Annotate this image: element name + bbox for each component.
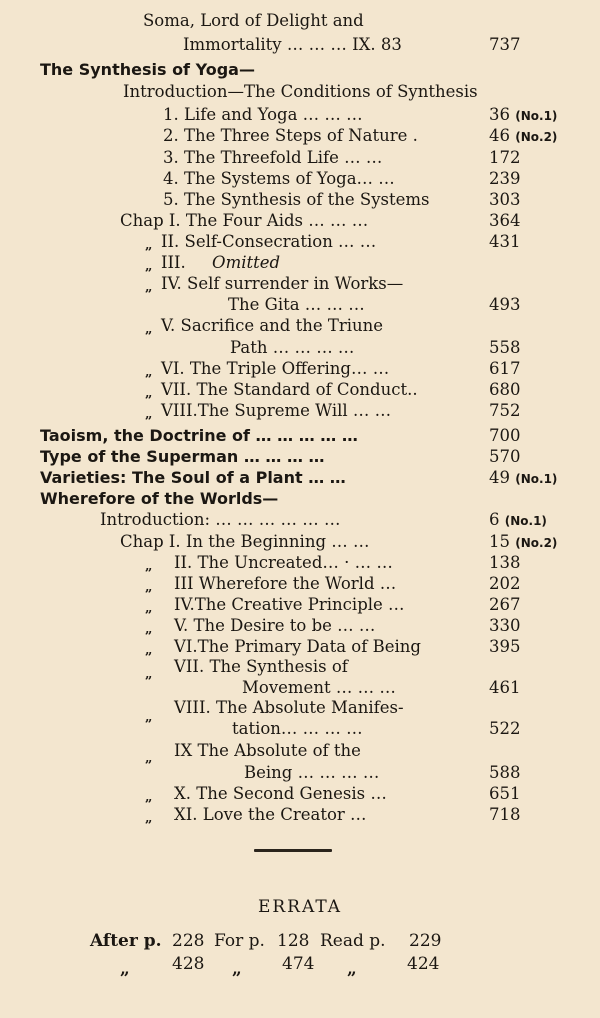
entry-title: 2. The Three Steps of Nature . [163, 126, 418, 145]
errata-label: After p. [90, 931, 162, 951]
ditto-mark: „ [145, 559, 153, 574]
entry-title: VIII. The Absolute Manifes- [174, 698, 404, 717]
entry-title: V. The Desire to be … … [174, 616, 376, 635]
page-number: 202 [489, 574, 521, 593]
entry-title: Immortality … … … IX. 83 [183, 35, 402, 54]
page-number: 172 [489, 148, 521, 167]
divider-rule [254, 849, 332, 852]
page-number: 49 (No.1) [489, 468, 558, 487]
entry-title: X. The Second Genesis … [174, 784, 387, 803]
ditto-mark: „ [145, 643, 153, 658]
entry-title: VII. The Synthesis of [174, 657, 348, 676]
errata-cell: 128 [277, 931, 310, 951]
ditto-mark: „ [145, 580, 153, 595]
ditto-mark: „ [145, 365, 153, 380]
page-number: 588 [489, 763, 521, 782]
entry-title: Chap I. In the Beginning … … [120, 532, 370, 551]
page-number: 330 [489, 616, 521, 635]
section-heading: The Synthesis of Yoga— [40, 60, 255, 79]
page-number: 680 [489, 380, 521, 399]
entry-title: V. Sacrifice and the Triune [161, 316, 384, 335]
page-number: 617 [489, 359, 521, 378]
ditto-mark: „ [145, 238, 153, 253]
entry-title: VI. The Triple Offering… … [161, 359, 390, 378]
page-number: 46 (No.2) [489, 126, 558, 145]
entry-title: The Gita … … … [228, 295, 365, 314]
entry-title: VIII.The Supreme Will … … [161, 401, 392, 420]
entry-title: Introduction: … … … … … … [100, 510, 341, 529]
errata-title: ERRATA [257, 897, 343, 917]
page-number: 752 [489, 401, 521, 420]
page-number: 6 (No.1) [489, 510, 547, 529]
page-number: 303 [489, 190, 521, 209]
entry-title: 1. Life and Yoga … … … [163, 105, 363, 124]
entry-title: Soma, Lord of Delight and [143, 11, 364, 30]
entry-title: IV. Self surrender in Works— [161, 274, 404, 293]
ditto-mark: „ [145, 322, 153, 337]
ditto-mark: „ [347, 959, 357, 979]
entry-title: XI. Love the Creator … [174, 805, 367, 824]
page-number: 700 [489, 426, 521, 445]
page-number: 267 [489, 595, 521, 614]
ditto-mark: „ [145, 751, 153, 766]
ditto-mark: „ [145, 259, 153, 274]
errata-cell: 424 [407, 954, 440, 974]
page-number: 138 [489, 553, 521, 572]
ditto-mark: „ [232, 959, 242, 979]
page-number: 461 [489, 678, 521, 697]
entry-title: Chap I. The Four Aids … … … [120, 211, 369, 230]
page-number: 522 [489, 719, 521, 738]
errata-cell: For p. [214, 931, 265, 951]
entry-title: IV.The Creative Principle … [174, 595, 405, 614]
page-number: 15 (No.2) [489, 532, 558, 551]
entry-title: tation… … … … [232, 719, 363, 738]
page-number: 493 [489, 295, 521, 314]
entry-title: Path … … … … [230, 338, 355, 357]
page-number: 737 [489, 35, 521, 54]
entry-title: 5. The Synthesis of the Systems [163, 190, 430, 209]
errata-cell: 229 [409, 931, 442, 951]
subsection-heading: Introduction—The Conditions of Synthesis [123, 82, 478, 101]
ditto-mark: „ [145, 407, 153, 422]
entry-title: VII. The Standard of Conduct.. [161, 380, 418, 399]
entry-title: 3. The Threefold Life … … [163, 148, 383, 167]
errata-cell: 228 [172, 931, 205, 951]
page-number: 36 (No.1) [489, 105, 558, 124]
page-number: 570 [489, 447, 521, 466]
entry-title: Varieties: The Soul of a Plant … … [40, 468, 346, 487]
entry-title: II. Self-Consecration … … [161, 232, 377, 251]
page-number: 395 [489, 637, 521, 656]
page-number: 558 [489, 338, 521, 357]
entry-title: II. The Uncreated… · … … [174, 553, 393, 572]
section-heading: Wherefore of the Worlds— [40, 489, 279, 508]
errata-cell: 474 [282, 954, 315, 974]
entry-title: Taoism, the Doctrine of … … … … … [40, 426, 358, 445]
entry-title: Movement … … … [242, 678, 396, 697]
entry-title: 4. The Systems of Yoga… … [163, 169, 395, 188]
entry-title: III Wherefore the World … [174, 574, 397, 593]
page-number: 239 [489, 169, 521, 188]
ditto-mark: „ [145, 601, 153, 616]
ditto-mark: „ [145, 667, 153, 682]
page-number: 431 [489, 232, 521, 251]
entry-title: Being … … … … [244, 763, 380, 782]
errata-cell: Read p. [320, 931, 386, 951]
ditto-mark: „ [145, 790, 153, 805]
entry-title: Type of the Superman … … … … [40, 447, 325, 466]
ditto-mark: „ [145, 386, 153, 401]
entry-title: VI.The Primary Data of Being [174, 637, 421, 656]
page-number: 718 [489, 805, 521, 824]
ditto-mark: „ [145, 280, 153, 295]
page-number: 364 [489, 211, 521, 230]
entry-title: III. Omitted [161, 253, 281, 272]
page-number: 651 [489, 784, 521, 803]
errata-cell: 428 [172, 954, 205, 974]
ditto-mark: „ [145, 710, 153, 725]
ditto-mark: „ [145, 811, 153, 826]
entry-title: IX The Absolute of the [174, 741, 361, 760]
ditto-mark: „ [120, 959, 130, 979]
ditto-mark: „ [145, 622, 153, 637]
